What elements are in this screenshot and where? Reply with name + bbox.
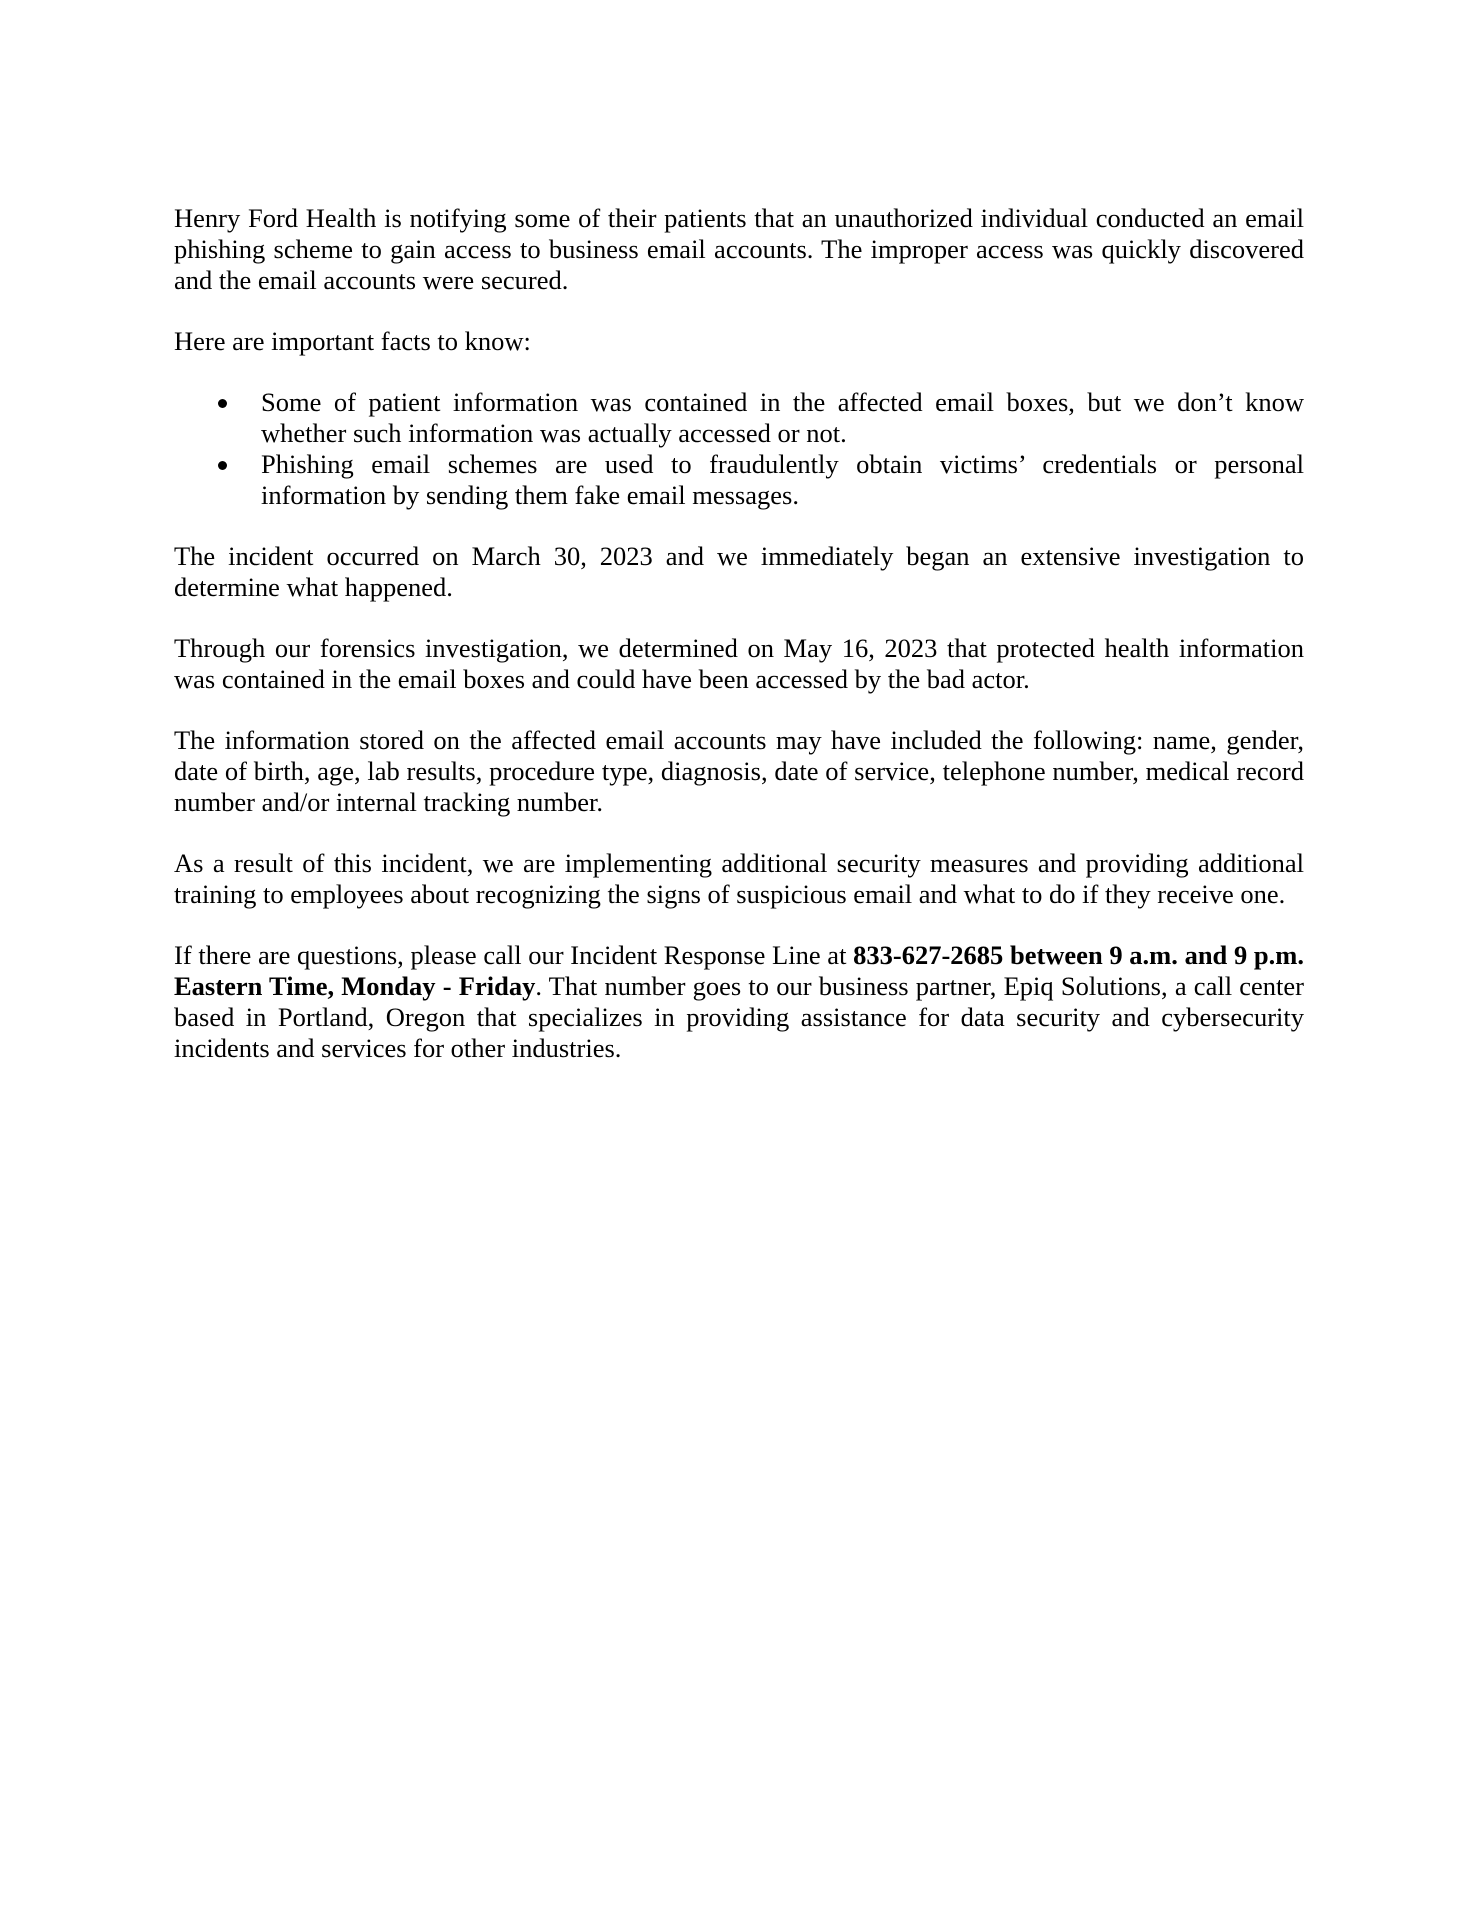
bullet-icon (218, 399, 227, 408)
facts-heading: Here are important facts to know: (174, 326, 531, 356)
information-paragraph: The information stored on the affected email accounts may have included the following: name, gender, date of birth, age, lab results, procedure type, diagnosis, date of service, telephone number, medical record number and/or internal tracking number. (174, 725, 1304, 817)
contact-paragraph (174, 940, 1304, 1064)
investigation-paragraph: Through our forensics investigation, we determined on May 16, 2023 that protected health information was contained in the email boxes and could have been accessed by the bad actor. (174, 633, 1304, 694)
list-item-text: Some of patient information was contained in the affected email boxes, but we don’t know whether such information was actually accessed or not. (261, 387, 1304, 448)
contact-text-after: . That number goes to our business partner, Epiq Solutions, a call center based in Portland, Oregon that specializes in providing assistance for data security and cybersecurity incidents and services for other industries. (174, 971, 1304, 1063)
list-item (174, 449, 1304, 511)
incident-date-paragraph: The incident occurred on March 30, 2023 and we immediately began an extensive investigation to determine what happened. (174, 541, 1304, 602)
facts-list (174, 387, 1304, 511)
list-item-text: Phishing email schemes are used to fraudulently obtain victims’ credentials or personal information by sending them fake email messages. (261, 449, 1304, 510)
contact-text-before: If there are questions, please call our Incident Response Line at (174, 940, 854, 970)
bullet-icon (218, 461, 227, 470)
document-body (174, 203, 1304, 1094)
list-item (174, 387, 1304, 449)
intro-paragraph: Henry Ford Health is notifying some of their patients that an unauthorized individual conducted an email phishing scheme to gain access to business email accounts. The improper access was quickly discovered and the email accounts were secured. (174, 203, 1304, 295)
security-measures-paragraph: As a result of this incident, we are implementing additional security measures and providing additional training to employees about recognizing the signs of suspicious email and what to do if they receive one. (174, 848, 1304, 909)
contact-phone-hours: 833-627-2685 between 9 a.m. and 9 p.m. Eastern Time, Monday - Friday (174, 940, 1304, 1001)
